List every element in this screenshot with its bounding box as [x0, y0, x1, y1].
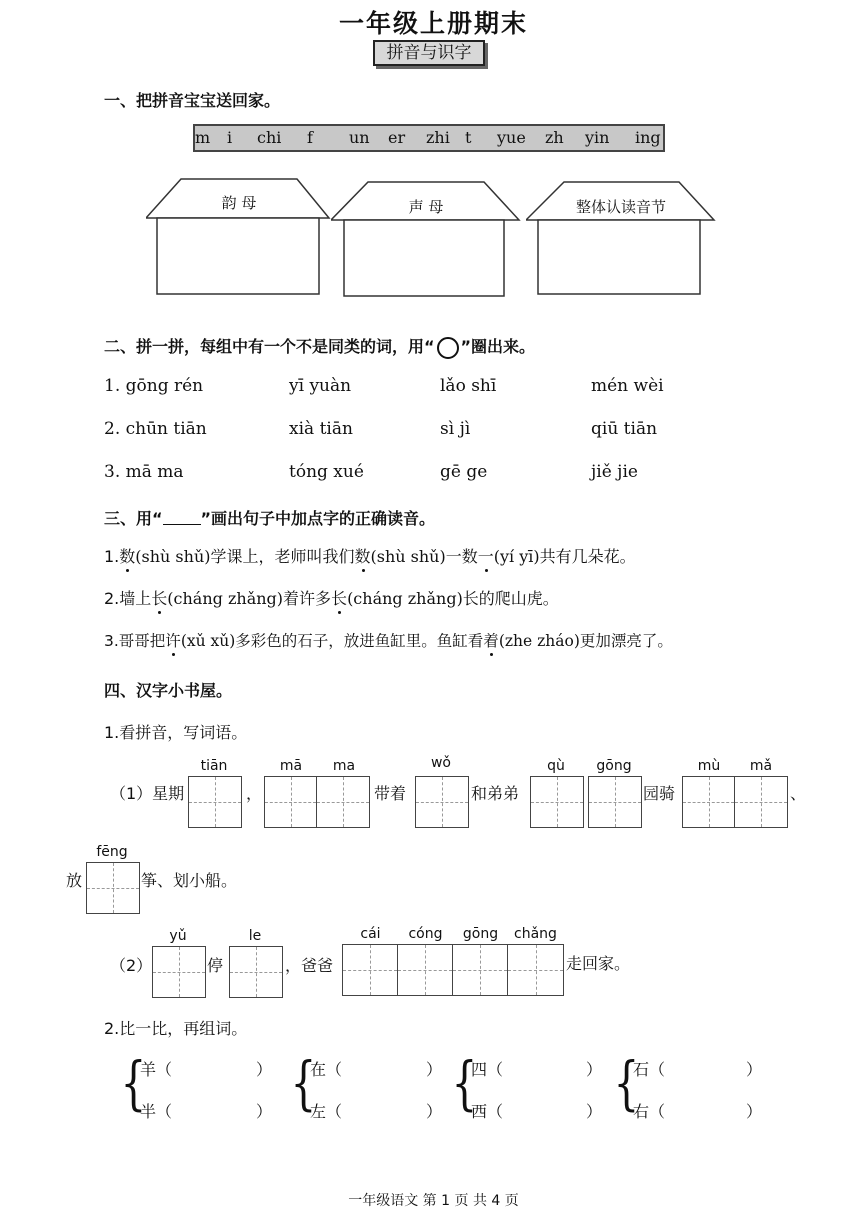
pinyin-label: cóng [408, 926, 443, 942]
word-group: yī yuàn [289, 376, 352, 396]
syllable: zhi [426, 128, 450, 147]
page-title: 一年级上册期末 [338, 9, 528, 38]
text: (xǔ xǔ)多彩色的石子，放进鱼缸里。鱼缸看 [180, 632, 484, 650]
pinyin-label: mǎ [749, 758, 773, 774]
q1-text: 园骑 [643, 784, 676, 803]
word-group: lǎo shī [440, 376, 497, 396]
pinyin-label: mù [697, 758, 721, 774]
section3-heading [104, 506, 435, 529]
q1-text: （1）星期 [110, 784, 185, 803]
page-footer: 一年级语文 第 1 页 共 4 页 [348, 1193, 519, 1209]
compare-item: ） [256, 1102, 273, 1121]
dotted-char: 数 [354, 547, 371, 566]
house-label: 声 母 [408, 198, 444, 216]
house-zhengti [526, 180, 716, 298]
pinyin-label: gōng [596, 758, 632, 774]
word-group: jiě jie [591, 462, 638, 482]
compare-item: 右（ [633, 1102, 666, 1121]
writing-grid-5[interactable] [588, 776, 642, 828]
house-label: 韵 母 [221, 194, 257, 212]
sub-question-1: 1.看拼音，写词语。 [104, 723, 248, 742]
syllable: er [388, 128, 406, 147]
section1-heading: 一、把拼音宝宝送回家。 [104, 91, 281, 110]
writing-grid-7[interactable] [86, 862, 140, 914]
house-yunmu [146, 176, 332, 298]
compare-item: 四（ [471, 1060, 504, 1079]
writing-grid-3[interactable] [415, 776, 469, 828]
word-group: 3. mā ma [104, 462, 184, 482]
text: 3.哥哥把 [104, 632, 166, 650]
syllable: i [227, 128, 233, 147]
text: 2.墙上 [104, 589, 152, 608]
syllable: yin [585, 128, 610, 147]
pinyin-label: cái [360, 926, 381, 942]
heading-text: 二、拼一拼，每组中有一个不是同类的词，用“ [104, 337, 435, 356]
pinyin-label: wǒ [430, 755, 451, 771]
word-group: gē ge [440, 462, 488, 482]
brace-icon: { [451, 1049, 478, 1117]
compare-item: 羊（ [140, 1060, 173, 1079]
syllable: zh [545, 128, 564, 147]
syllable: ing [635, 128, 661, 147]
compare-item: 西（ [471, 1102, 504, 1121]
page-subtitle: 拼音与识字 [373, 40, 485, 66]
section2-heading [104, 334, 535, 359]
heading-text: 三、用“ [104, 509, 163, 528]
writing-grid-1[interactable] [188, 776, 242, 828]
word-group: mén wèi [591, 376, 664, 396]
writing-grid-4[interactable] [530, 776, 584, 828]
syllable: chi [257, 128, 282, 147]
compare-item: ） [746, 1060, 763, 1079]
q1-text: 放 [66, 871, 83, 890]
word-group: xià tiān [289, 419, 353, 439]
writing-grid-10[interactable] [342, 944, 564, 996]
text: (shù shǔ)学课上，老师叫我们 [135, 547, 355, 566]
word-group: 2. chūn tiān [104, 419, 207, 439]
text: (cháng zhǎng)着许多 [167, 589, 332, 608]
brace-icon: { [613, 1049, 640, 1117]
syllable: un [349, 128, 370, 147]
dotted-char: 一 [477, 547, 494, 566]
syllable-bar [193, 124, 665, 152]
q1-text: 、 [790, 784, 807, 803]
dotted-char: 数 [119, 547, 136, 566]
text: (zhe zháo)更加漂亮了。 [498, 632, 673, 650]
pinyin-label: tiān [200, 758, 228, 774]
pinyin-label: le [248, 928, 262, 944]
writing-grid-9[interactable] [229, 946, 283, 998]
text: (shù shǔ)一数 [370, 547, 478, 566]
writing-grid-8[interactable] [152, 946, 206, 998]
dotted-char: 着 [483, 632, 499, 650]
sentence-1 [104, 544, 636, 567]
compare-item: ） [256, 1060, 273, 1079]
q1-text: ， [246, 784, 263, 803]
syllable: f [307, 128, 313, 147]
word-group: 1. gōng rén [104, 376, 204, 396]
underline-blank [163, 515, 201, 525]
writing-grid-6[interactable] [682, 776, 788, 828]
sentence-2 [104, 586, 559, 609]
text: (cháng zhǎng)长的爬山虎。 [347, 589, 559, 608]
dotted-char: 长 [151, 589, 168, 608]
syllable: t [465, 128, 472, 147]
heading-text: ”画出句子中加点字的正确读音。 [200, 509, 436, 528]
syllable: m [195, 128, 211, 147]
pinyin-label: fēng [96, 844, 128, 860]
pinyin-label: qù [547, 758, 565, 774]
heading-text: ”圈出来。 [460, 337, 536, 356]
compare-item: ） [586, 1060, 603, 1079]
sentence-3 [104, 629, 673, 651]
text: 1. [104, 547, 120, 566]
compare-item: 半（ [140, 1102, 173, 1121]
q2-text: 走回家。 [566, 954, 631, 973]
pinyin-label: chǎng [514, 926, 557, 942]
compare-item: 左（ [310, 1102, 343, 1121]
syllable: yue [497, 128, 526, 147]
q1-text: 筝、划小船。 [141, 871, 238, 890]
q2-text: （2） [110, 956, 153, 975]
circle-icon [437, 337, 459, 359]
compare-item: 在（ [310, 1060, 343, 1079]
house-shengmu [331, 180, 521, 300]
compare-item: ） [426, 1060, 443, 1079]
dotted-char: 长 [331, 589, 348, 608]
sub-question-2: 2.比一比，再组词。 [104, 1019, 248, 1038]
text: (yí yī)共有几朵花。 [493, 547, 636, 566]
pinyin-label: mā [279, 758, 303, 774]
section4-heading: 四、汉字小书屋。 [104, 681, 233, 700]
pinyin-label: yǔ [169, 928, 187, 944]
word-group: tóng xué [289, 462, 364, 482]
compare-item: ） [426, 1102, 443, 1121]
word-group: sì jì [440, 419, 471, 439]
q1-text: 和弟弟 [471, 784, 520, 803]
q2-text: ，爸爸 [285, 956, 334, 975]
writing-grid-2[interactable] [264, 776, 370, 828]
pinyin-label: ma [332, 758, 356, 774]
brace-icon: { [290, 1049, 317, 1117]
compare-item: 石（ [633, 1060, 666, 1079]
word-group: qiū tiān [591, 419, 658, 439]
q1-text: 带着 [374, 784, 407, 803]
compare-item: ） [586, 1102, 603, 1121]
pinyin-label: gōng [462, 926, 499, 942]
q2-text: 停 [207, 956, 224, 975]
house-label: 整体认读音节 [575, 198, 666, 216]
compare-item: ） [746, 1102, 763, 1121]
dotted-char: 许 [165, 632, 181, 650]
brace-icon: { [120, 1049, 147, 1117]
